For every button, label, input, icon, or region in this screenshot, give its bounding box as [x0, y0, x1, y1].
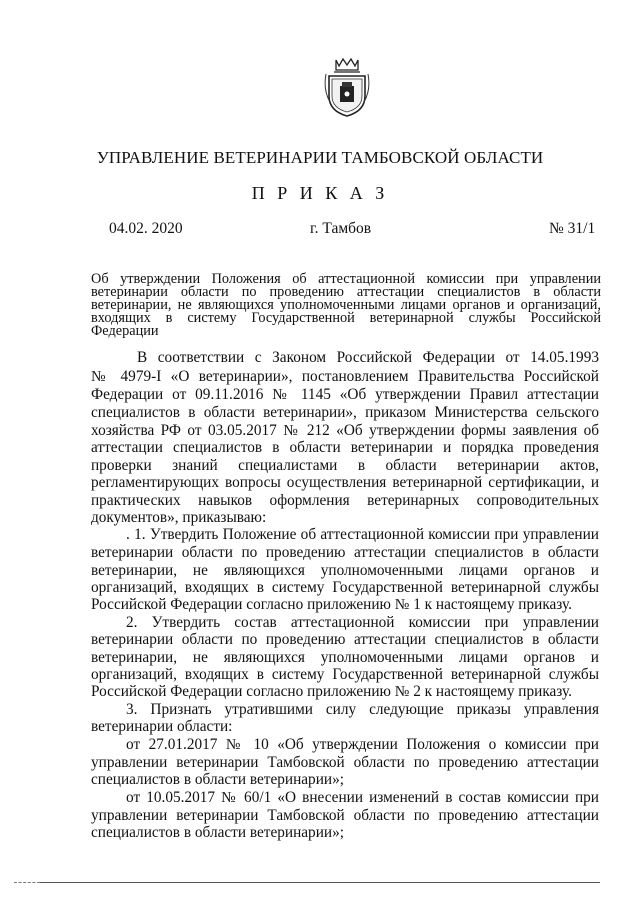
- body-line: специалистов в области ветеринарии», приказом Министерства сельского: [91, 404, 599, 421]
- repealed-order-line: специалистов в области ветеринарии»;: [91, 824, 344, 841]
- clause-3-line: ветеринарии области:: [91, 718, 233, 735]
- clause-2-line: ветеринарии области по проведению аттестации специалистов в области: [91, 631, 599, 648]
- coat-of-arms-emblem: [324, 56, 370, 118]
- body-line: документов», приказываю:: [91, 509, 267, 526]
- repealed-order-line: от 27.01.2017 № 10 «Об утверждении Положения о комиссии при: [126, 736, 599, 753]
- footer-dashed-rule: [14, 882, 40, 883]
- body-line: Федерации от 09.11.2016 № 1145 «Об утверждении Правил аттестации: [91, 386, 599, 403]
- document-type-title: П Р И К А З: [251, 183, 389, 203]
- clause-1-line: Российской Федерации согласно приложению № 1 к настоящему приказу.: [91, 596, 572, 613]
- repealed-order-line: от 10.05.2017 № 60/1 «О внесении изменений в состав комиссии при: [126, 789, 599, 806]
- clause-2-line: организаций, входящих в систему Государственной ветеринарной службы: [91, 666, 599, 683]
- body-line: аттестации специалистов в области ветеринарии и порядка проведения: [91, 439, 599, 456]
- order-number: № 31/1: [549, 220, 596, 237]
- body-line: проверки знаний специалистами в области ветеринарии актов,: [91, 457, 599, 474]
- body-line: В соответствии с Законом Российской Федерации от 14.05.1993: [137, 349, 599, 366]
- clause-1-line: . 1. Утвердить Положение об аттестационной комиссии при управлении: [126, 526, 599, 543]
- clause-3-line: 3. Признать утратившими силу следующие приказы управления: [126, 701, 599, 718]
- organization-heading: УПРАВЛЕНИЕ ВЕТЕРИНАРИИ ТАМБОВСКОЙ ОБЛАСТИ: [96, 148, 544, 167]
- order-subject: Об утверждении Положения об аттестационной комиссии при управлении ветеринарии области по проведению аттестации специалистов в области ветеринарии, не являющихся уполномоченными лицами органов и организаций, входящих в систему Государственной ветеринарной службы Российской Федерации: [91, 271, 601, 339]
- body-line: № 4979-I «О ветеринарии», постановлением Правительства Российской: [91, 368, 599, 385]
- body-line: практических навыков оформления ветеринарных сопроводительных: [91, 492, 599, 509]
- clause-1-line: организаций, входящих в систему Государственной ветеринарной службы: [91, 579, 599, 596]
- order-city: г. Тамбов: [310, 220, 372, 237]
- repealed-order-line: специалистов в области ветеринарии»;: [91, 771, 344, 788]
- clause-2-line: Российской Федерации согласно приложению № 2 к настоящему приказу.: [91, 683, 572, 700]
- clause-1-line: ветеринарии, не являющихся уполномоченными лицами органов и: [91, 562, 599, 579]
- repealed-order-line: управлении ветеринарии Тамбовской области по проведению аттестации: [91, 754, 599, 771]
- repealed-order-line: управлении ветеринарии Тамбовской области по проведению аттестации: [91, 807, 599, 824]
- clause-2-line: 2. Утвердить состав аттестационной комиссии при управлении: [126, 614, 599, 631]
- clause-2-line: ветеринарии, не являющихся уполномоченными лицами органов и: [91, 649, 599, 666]
- order-date: 04.02. 2020: [109, 220, 183, 237]
- footer-rule: [40, 882, 600, 883]
- body-line: хозяйства РФ от 03.05.2017 № 212 «Об утверждении формы заявления об: [91, 422, 599, 439]
- body-line: регламентирующих вопросы осуществления ветеринарной сертификации, и: [91, 474, 599, 491]
- clause-1-line: ветеринарии области по проведению аттестации специалистов в области: [91, 544, 599, 561]
